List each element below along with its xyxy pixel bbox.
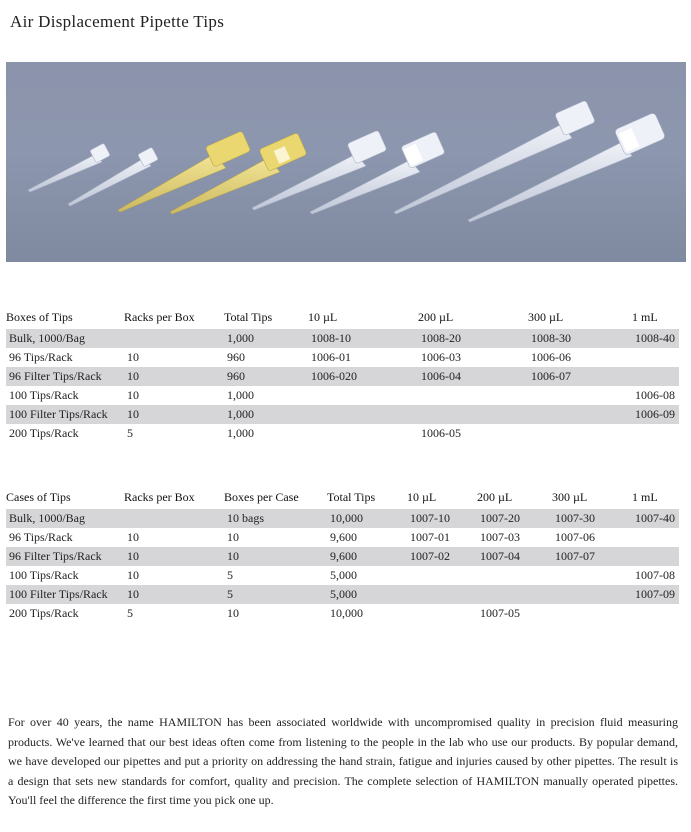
table-cell: 10 bags — [224, 509, 327, 528]
tip-icon — [28, 143, 110, 192]
column-header: Total Tips — [327, 489, 376, 504]
table-cell — [308, 386, 418, 405]
table-cell: 1007-07 — [552, 547, 632, 566]
table-cell: 100 Tips/Rack — [9, 568, 79, 582]
table-row — [6, 348, 679, 367]
table-cell: 96 Filter Tips/Rack — [6, 367, 124, 386]
column-header: Racks per Box — [124, 489, 195, 504]
column-header: 300 µL — [528, 309, 564, 324]
table-cell: 10 — [227, 606, 239, 620]
table-row — [6, 424, 679, 443]
table-cell: 960 — [224, 367, 308, 386]
table-cell: 1006-05 — [421, 426, 461, 440]
table-cell: 1006-08 — [635, 388, 675, 402]
table-row — [6, 367, 679, 386]
table-cell — [308, 424, 418, 443]
table-cell: 1,000 — [227, 426, 254, 440]
table-cell: 1006-04 — [418, 367, 528, 386]
table-cell: Bulk, 1000/Bag — [6, 329, 124, 348]
description-paragraph: For over 40 years, the name HAMILTON has been associated worldwide with uncompromised quality in precision fluid measuring products. We've learned that our best ideas often come from listening to the people in the lab who use our products. By popular demand, we have developed our pipettes and put a priority on addressing the hand strain, fatigue and injuries caused by other pipettes. The result is a design that sets new standards for comfort, quality and precision. The complete selection of HAMILTON manually operated pipettes. You'll feel the difference the first time you pick one up. — [8, 715, 678, 807]
table-cell — [632, 367, 679, 386]
table-cell: 1008-20 — [418, 329, 528, 348]
table-cell: 10 — [124, 585, 224, 604]
column-header: 1 mL — [632, 489, 658, 504]
column-header: 10 µL — [407, 489, 437, 504]
page-title: Air Displacement Pipette Tips — [10, 12, 225, 31]
table-cell: 100 Filter Tips/Rack — [6, 405, 124, 424]
table-cell: 1007-09 — [632, 585, 679, 604]
table-cell: 1007-05 — [480, 606, 520, 620]
table-cell: 1007-03 — [480, 530, 520, 544]
table-cell: 1007-30 — [552, 509, 632, 528]
table-cell: 960 — [227, 350, 245, 364]
table-cell: 10 — [127, 568, 139, 582]
table-cell: 1007-40 — [632, 509, 679, 528]
table-cell — [308, 405, 418, 424]
table-cell: 1006-06 — [531, 350, 571, 364]
table-cell: 1,000 — [224, 329, 308, 348]
table-row — [6, 386, 679, 405]
table-cell: 96 Filter Tips/Rack — [6, 547, 124, 566]
table-cell: 10 — [124, 367, 224, 386]
table-cell: 1006-01 — [311, 350, 351, 364]
table-cell: 10 — [124, 547, 224, 566]
table-cell — [418, 386, 528, 405]
table-cell: 1008-30 — [528, 329, 632, 348]
table-cell: 1006-020 — [308, 367, 418, 386]
table-cell — [124, 329, 224, 348]
table-cell — [407, 585, 477, 604]
table-cell: 1007-01 — [410, 530, 450, 544]
table-cell: 5 — [127, 426, 133, 440]
boxes-of-tips-table — [6, 309, 679, 443]
table-cell — [632, 547, 679, 566]
table-cell: 9,600 — [327, 547, 407, 566]
column-header: Total Tips — [224, 309, 273, 324]
table-cell — [552, 585, 632, 604]
table-cell: 1007-06 — [555, 530, 595, 544]
table-cell: 1007-02 — [407, 547, 477, 566]
column-header: 200 µL — [477, 489, 513, 504]
table-cell: 5,000 — [330, 568, 357, 582]
table-header-row — [6, 309, 679, 329]
table-cell: 10 — [227, 530, 239, 544]
table-cell: 5 — [224, 585, 327, 604]
table-cell — [477, 566, 552, 585]
column-header: Cases of Tips — [6, 489, 71, 504]
column-header: 200 µL — [418, 309, 454, 324]
table-cell — [632, 528, 679, 547]
table-cell — [632, 348, 679, 367]
column-header: 300 µL — [552, 489, 588, 504]
table-cell: 1007-20 — [477, 509, 552, 528]
table-cell: 5 — [127, 606, 133, 620]
table-cell: 1,000 — [227, 388, 254, 402]
table-cell: Bulk, 1000/Bag — [6, 509, 124, 528]
table-cell: 1008-40 — [632, 329, 679, 348]
table-cell: 10 — [127, 530, 139, 544]
table-row — [6, 585, 679, 604]
table-cell: 10 — [224, 547, 327, 566]
table-row — [6, 329, 679, 348]
table-cell: 100 Filter Tips/Rack — [6, 585, 124, 604]
table-cell — [632, 604, 679, 623]
table-cell — [528, 424, 632, 443]
pipette-tips-illustration — [6, 62, 686, 262]
table-cell: 9,600 — [330, 530, 357, 544]
table-cell: 1,000 — [224, 405, 308, 424]
table-cell: 1007-04 — [477, 547, 552, 566]
table-cell — [552, 604, 632, 623]
table-row — [6, 547, 679, 566]
table-row — [6, 405, 679, 424]
table-cell — [528, 405, 632, 424]
column-header: Racks per Box — [124, 309, 195, 324]
table-cell: 1008-10 — [308, 329, 418, 348]
table-cell: 1006-07 — [528, 367, 632, 386]
table-cell — [407, 604, 477, 623]
table-row — [6, 528, 679, 547]
column-header: Boxes per Case — [224, 489, 299, 504]
table-row — [6, 604, 679, 623]
table-cell: 1006-03 — [421, 350, 461, 364]
table-cell: 10 — [127, 350, 139, 364]
table-cell: 1006-09 — [632, 405, 679, 424]
table-row — [6, 566, 679, 585]
table-cell: 10,000 — [327, 509, 407, 528]
table-cell — [477, 585, 552, 604]
pipette-tips-photo — [6, 62, 686, 262]
table-cell: 96 Tips/Rack — [9, 530, 73, 544]
cases-of-tips-table — [6, 489, 679, 623]
table-cell: 200 Tips/Rack — [9, 606, 79, 620]
table-cell: 1007-08 — [635, 568, 675, 582]
column-header: 1 mL — [632, 309, 658, 324]
table-cell — [552, 566, 632, 585]
table-cell: 96 Tips/Rack — [9, 350, 73, 364]
column-header: Boxes of Tips — [6, 309, 73, 324]
table-cell: 5 — [227, 568, 233, 582]
table-cell — [528, 386, 632, 405]
table-cell: 10 — [124, 405, 224, 424]
table-cell: 200 Tips/Rack — [9, 426, 79, 440]
table-cell — [124, 509, 224, 528]
table-cell: 100 Tips/Rack — [9, 388, 79, 402]
table-header-row — [6, 489, 679, 509]
table-cell: 1007-10 — [407, 509, 477, 528]
table-cell: 10,000 — [330, 606, 363, 620]
table-cell — [632, 424, 679, 443]
table-cell: 10 — [127, 388, 139, 402]
table-row — [6, 509, 679, 528]
table-cell — [407, 566, 477, 585]
table-cell: 5,000 — [327, 585, 407, 604]
column-header: 10 µL — [308, 309, 338, 324]
table-cell — [418, 405, 528, 424]
